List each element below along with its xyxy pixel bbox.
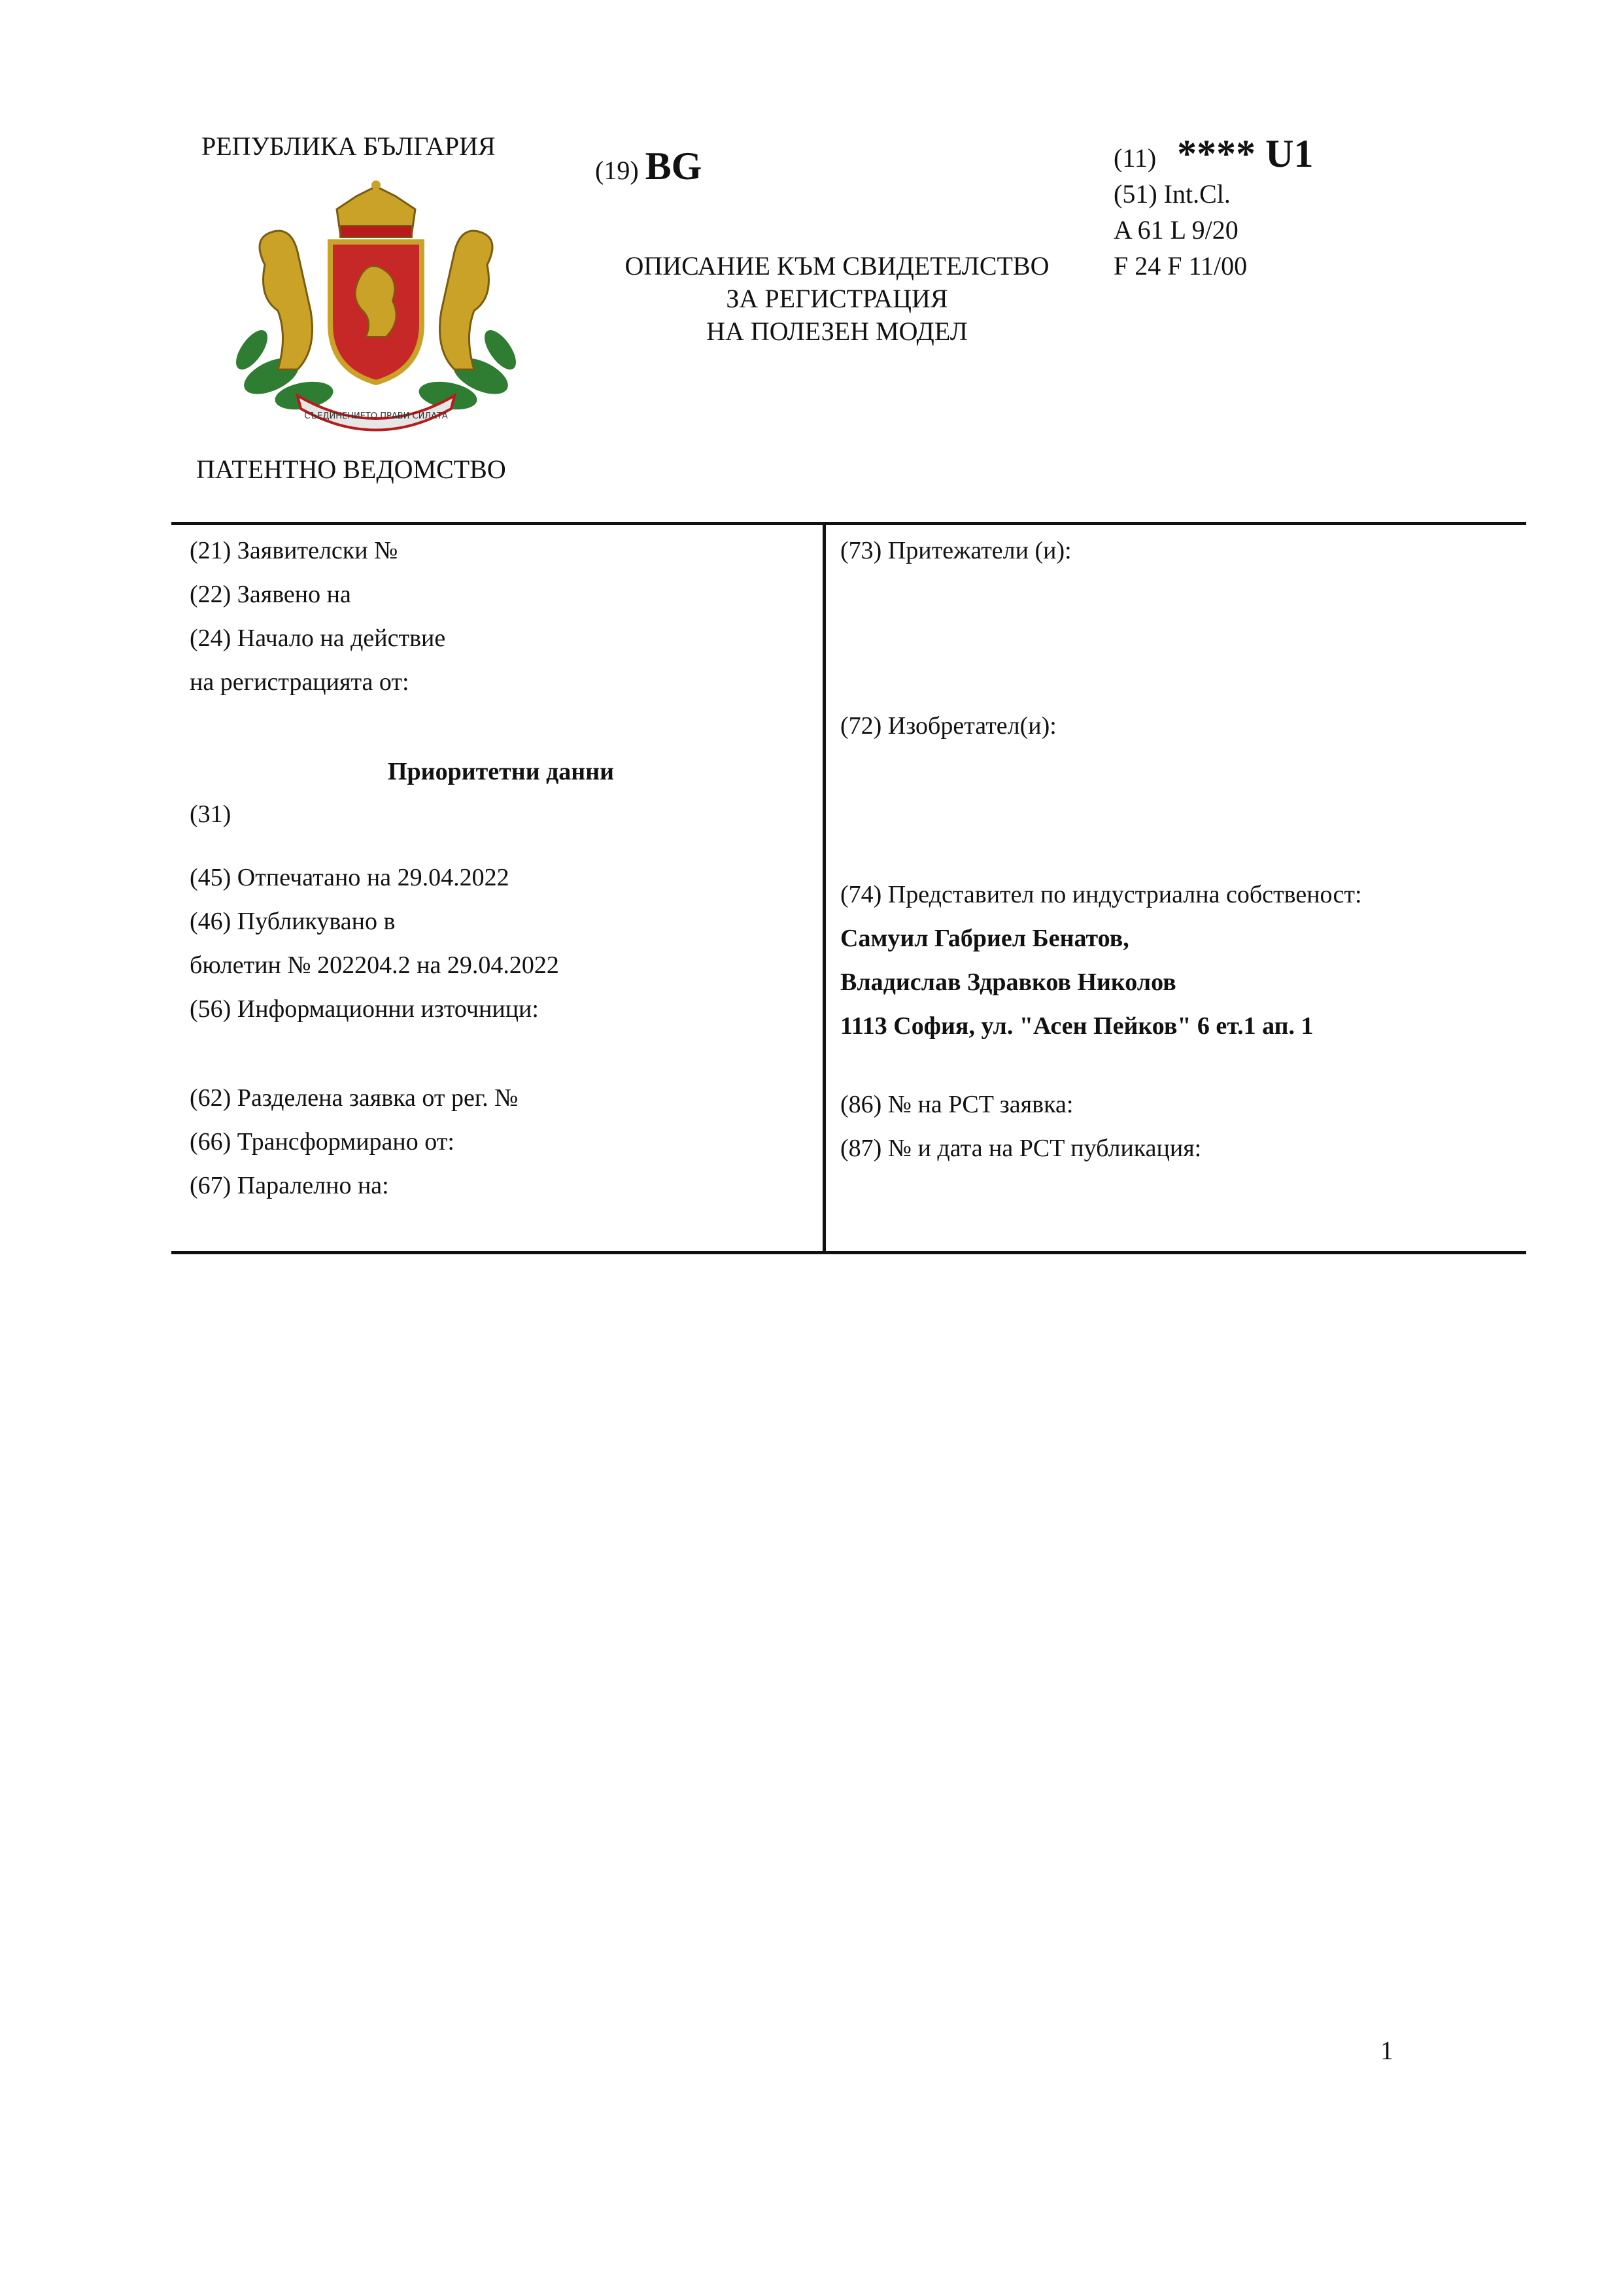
field-74: (74) Представител по индустриална собственост: [840,881,1362,908]
code11-label: (11) [1114,143,1157,173]
representative-name-2: Владислав Здравков Николов [840,968,1176,996]
table-top-rule [171,522,1526,525]
code19-value: BG [645,145,702,188]
title-line: ОПИСАНИЕ КЪМ СВИДЕТЕЛСТВО [624,251,1050,281]
field-21: (21) Заявителски № [190,537,398,564]
field-24-cont: на регистрацията от: [190,668,409,696]
field-56: (56) Информационни източници: [190,995,539,1023]
field-46-cont: бюлетин № 202204.2 на 29.04.2022 [190,951,559,979]
priority-heading: Приоритетни данни [387,758,614,785]
title-line: НА ПОЛЕЗЕН МОДЕЛ [706,317,968,346]
field-67: (67) Паралелно на: [190,1172,389,1199]
representative-address: 1113 София, ул. "Асен Пейков" 6 ет.1 ап. 1 [840,1012,1314,1040]
field-46: (46) Публикувано в [190,908,396,935]
emblem-ribbon-text: СЪЕДИНЕНИЕТО ПРАВИ СИЛАТА [304,411,448,421]
country-name: РЕПУБЛИКА БЪЛГАРИЯ [201,131,496,161]
representative-name-1: Самуил Габриел Бенатов, [840,925,1129,952]
page-number: 1 [1380,2036,1393,2065]
field-86: (86) № на PCT заявка: [840,1091,1074,1118]
classification: A 61 L 9/20 [1114,215,1239,245]
field-45: (45) Отпечатано на 29.04.2022 [190,864,509,891]
classification: F 24 F 11/00 [1114,251,1248,281]
field-31: (31) [190,800,231,828]
field-62: (62) Разделена заявка от рег. № [190,1084,519,1112]
patent-office-name: ПАТЕНТНО ВЕДОМСТВО [196,454,506,484]
publication-codes [1114,132,1314,284]
intcl-label: (51) Int.Cl. [1114,179,1231,209]
field-22: (22) Заявено на [190,581,351,608]
document-title [589,250,1085,348]
bulgaria-coat-of-arms-icon [226,180,526,435]
field-73: (73) Притежатели (и): [840,537,1072,564]
table-bottom-rule [171,1251,1526,1254]
country-code [595,144,702,189]
column-divider [823,523,826,1254]
field-24: (24) Начало на действие [190,625,446,652]
document-number: **** U1 [1177,132,1314,175]
code19-label: (19) [595,156,639,185]
field-66: (66) Трансформирано от: [190,1128,454,1156]
field-72: (72) Изобретател(и): [840,712,1057,740]
title-line: ЗА РЕГИСТРАЦИЯ [726,284,948,313]
field-87: (87) № и дата на PCT публикация: [840,1135,1202,1162]
